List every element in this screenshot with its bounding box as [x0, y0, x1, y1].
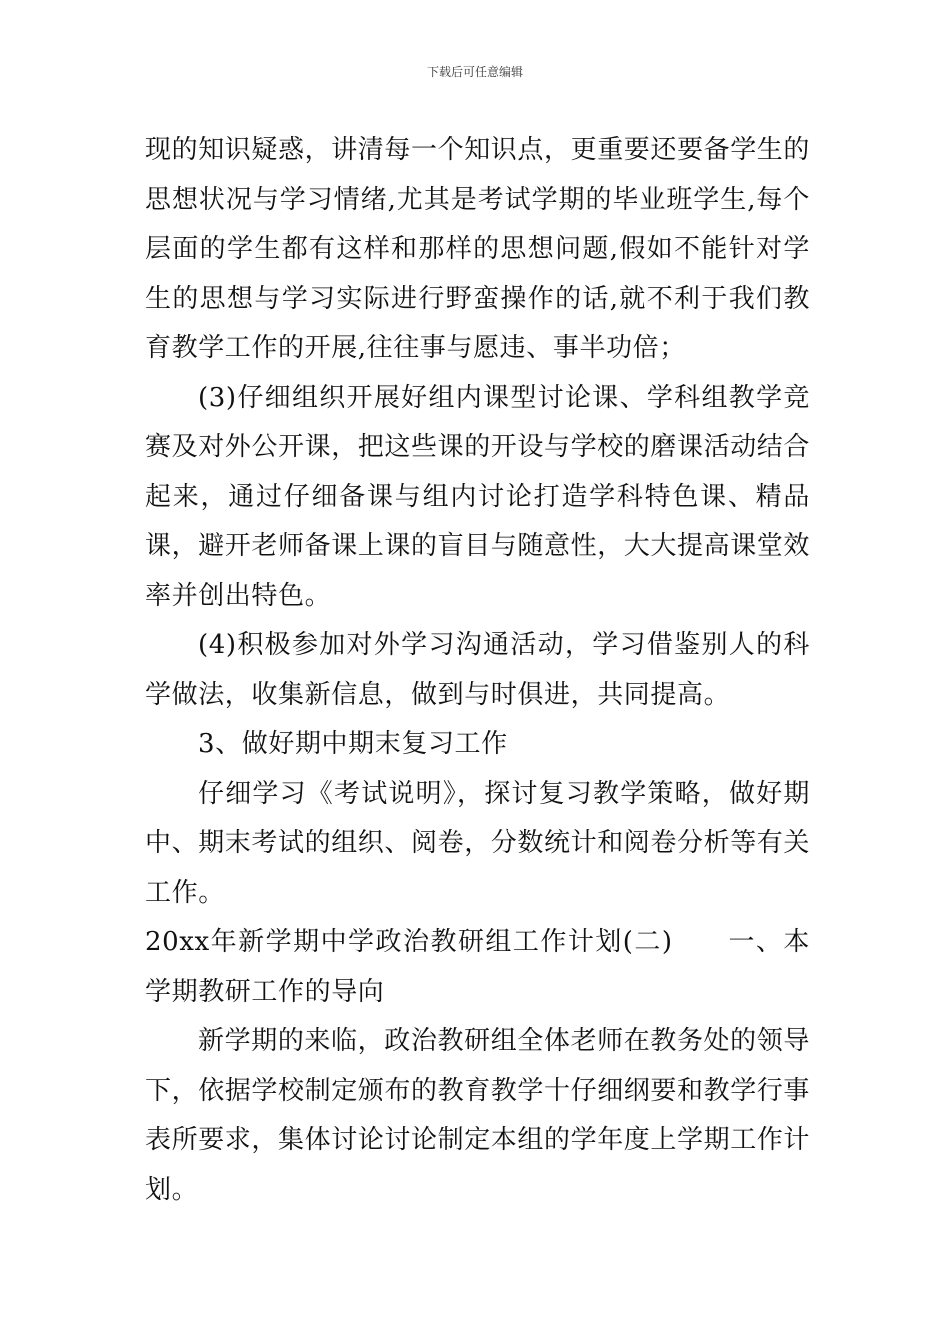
document-body	[145, 126, 810, 1215]
page-header: 下载后可任意编辑	[426, 65, 523, 79]
paragraph-new-semester: 新学期的来临，政治教研组全体老师在教务处的领导下，依据学校制定颁布的教育教学十仔细纲要和教学行事表所要求，集体讨论讨论制定本组的学年度上学期工作计划。	[145, 1026, 811, 1205]
paragraph-item-4: (4)积极参加对外学习沟通活动，学习借鉴别人的科学做法，收集新信息，做到与时俱进，共同提高。	[145, 630, 810, 710]
paragraph-continuation: 现的知识疑惑，讲清每一个知识点，更重要还要备学生的思想状况与学习情绪,尤其是考试学期的毕业班学生,每个层面的学生都有这样和那样的思想问题,假如不能针对学生的思想与学习实际进行野蛮操作的话,就不利于我们教育教学工作的开展,往往事与愿违、事半功倍；	[145, 135, 811, 363]
section-heading-review: 3、做好期中期末复习工作	[198, 729, 508, 759]
section-title-plan-two: 20xx年新学期中学政治教研组工作计划(二) 一、本学期教研工作的导向	[145, 927, 810, 1007]
paragraph-review-work: 仔细学习《考试说明》，探讨复习教学策略，做好期中、期末考试的组织、阅卷，分数统计和阅卷分析等有关工作。	[145, 778, 811, 908]
paragraph-item-3: (3)仔细组织开展好组内课型讨论课、学科组教学竞赛及对外公开课，把这些课的开设与学校的磨课活动结合起来，通过仔细备课与组内讨论打造学科特色课、精品课，避开老师备课上课的盲目与随意性，大大提高课堂效率并创出特色。	[145, 382, 811, 611]
